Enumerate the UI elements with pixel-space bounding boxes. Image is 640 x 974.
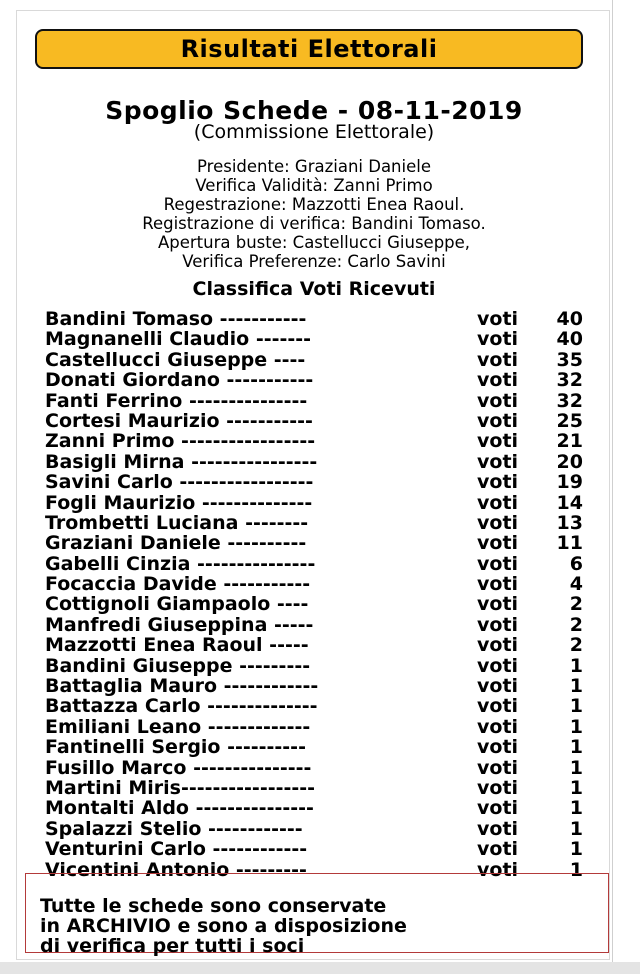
ranking-row [45, 594, 605, 614]
bottom-band [0, 962, 640, 974]
ranking-title: Classifica Voti Ricevuti [192, 278, 436, 300]
votes-label: voti [477, 348, 519, 371]
candidate-name: Fantinelli Sergio ---------- [45, 736, 306, 759]
candidate-name: Cortesi Maurizio ----------- [45, 409, 313, 432]
notice-line: in ARCHIVIO e sono a disposizione [40, 915, 407, 937]
ranking-row [45, 676, 605, 696]
candidate-name: Fusillo Marco --------------- [45, 756, 312, 779]
staff-line-validity: Verifica Validità: Zanni Primo [195, 176, 433, 195]
poster [16, 10, 610, 960]
notice-line: Tutte le schede sono conservate [40, 895, 387, 917]
candidate-name: Savini Carlo ----------------- [45, 471, 314, 494]
votes-count: 1 [569, 736, 583, 759]
ranking-row [45, 513, 605, 533]
candidate-name: Venturini Carlo ------------ [45, 838, 308, 861]
votes-label: voti [477, 838, 519, 861]
votes-label: voti [477, 634, 519, 657]
votes-count: 19 [556, 471, 583, 494]
ranking-row [45, 493, 605, 513]
votes-count: 2 [569, 593, 583, 616]
votes-count: 35 [556, 348, 583, 371]
notice-line: di verifica per tutti i soci [40, 935, 305, 957]
ranking-row [45, 635, 605, 655]
banner-title: Risultati Elettorali [180, 35, 438, 63]
page-title: Spoglio Schede - 08-11-2019 [105, 96, 523, 125]
votes-count: 1 [569, 797, 583, 820]
ranking-row [45, 554, 605, 574]
ranking-list [45, 309, 605, 880]
staff-line-opening: Apertura buste: Castellucci Giuseppe, [157, 233, 471, 252]
votes-label: voti [477, 328, 519, 351]
archive-notice [25, 873, 609, 957]
votes-label: voti [477, 695, 519, 718]
candidate-name: Bandini Giuseppe --------- [45, 654, 311, 677]
candidate-name: Battazza Carlo -------------- [45, 695, 318, 718]
votes-count: 1 [569, 858, 583, 881]
candidate-name: Martini Miris----------------- [45, 776, 316, 799]
ranking-row [45, 737, 605, 757]
votes-count: 1 [569, 838, 583, 861]
staff-line-verification: Registrazione di verifica: Bandini Tomaso. [142, 214, 486, 233]
votes-count: 6 [569, 552, 583, 575]
votes-count: 32 [556, 389, 583, 412]
ranking-row [45, 329, 605, 349]
votes-count: 1 [569, 756, 583, 779]
ranking-row [45, 431, 605, 451]
votes-label: voti [477, 756, 519, 779]
votes-count: 32 [556, 369, 583, 392]
votes-count: 1 [569, 817, 583, 840]
candidate-name: Donati Giordano ----------- [45, 369, 314, 392]
votes-label: voti [477, 450, 519, 473]
candidate-name: Magnanelli Claudio ------- [45, 328, 312, 351]
ranking-row [45, 533, 605, 553]
candidate-name: Emiliani Leano ------------- [45, 715, 311, 738]
staff-line-president: Presidente: Graziani Daniele [197, 157, 431, 176]
ranking-row [45, 758, 605, 778]
votes-label: voti [477, 471, 519, 494]
votes-label: voti [477, 654, 519, 677]
page-edge [612, 0, 613, 974]
candidate-name: Battaglia Mauro ------------ [45, 675, 319, 698]
candidate-name: Manfredi Giuseppina ----- [45, 613, 314, 636]
candidate-name: Mazzotti Enea Raoul ----- [45, 634, 309, 657]
ranking-row [45, 656, 605, 676]
candidate-name: Spalazzi Stelio ------------ [45, 817, 303, 840]
votes-label: voti [477, 409, 519, 432]
votes-label: voti [477, 817, 519, 840]
candidate-name: Fanti Ferrino --------------- [45, 389, 308, 412]
candidate-name: Gabelli Cinzia --------------- [45, 552, 316, 575]
candidate-name: Montalti Aldo --------------- [45, 797, 314, 820]
votes-label: voti [477, 675, 519, 698]
ranking-row [45, 798, 605, 818]
votes-label: voti [477, 430, 519, 453]
staff-line-registration: Regestrazione: Mazzotti Enea Raoul. [163, 195, 465, 214]
ranking-row [45, 309, 605, 329]
votes-label: voti [477, 511, 519, 534]
votes-count: 40 [556, 308, 583, 330]
votes-count: 1 [569, 654, 583, 677]
votes-label: voti [477, 369, 519, 392]
votes-label: voti [477, 858, 519, 881]
votes-count: 2 [569, 634, 583, 657]
votes-count: 14 [556, 491, 583, 514]
votes-label: voti [477, 308, 519, 330]
votes-count: 1 [569, 715, 583, 738]
header-banner [35, 29, 583, 69]
votes-count: 13 [556, 511, 583, 534]
votes-label: voti [477, 389, 519, 412]
ranking-row [45, 391, 605, 411]
ranking-row [45, 350, 605, 370]
staff-list [17, 157, 611, 271]
votes-label: voti [477, 573, 519, 596]
votes-count: 40 [556, 328, 583, 351]
candidate-name: Cottignoli Giampaolo ---- [45, 593, 309, 616]
candidate-name: Graziani Daniele ---------- [45, 532, 307, 555]
staff-line-preferences: Verifica Preferenze: Carlo Savini [182, 252, 446, 271]
candidate-name: Castellucci Giuseppe ---- [45, 348, 306, 371]
ranking-row [45, 411, 605, 431]
votes-label: voti [477, 613, 519, 636]
ranking-row [45, 452, 605, 472]
votes-label: voti [477, 776, 519, 799]
votes-count: 4 [569, 573, 583, 596]
candidate-name: Basigli Mirna ---------------- [45, 450, 318, 473]
votes-count: 21 [556, 430, 583, 453]
votes-count: 11 [556, 532, 583, 555]
votes-label: voti [477, 715, 519, 738]
candidate-name: Zanni Primo ----------------- [45, 430, 316, 453]
votes-label: voti [477, 593, 519, 616]
votes-label: voti [477, 532, 519, 555]
ranking-row [45, 574, 605, 594]
votes-count: 2 [569, 613, 583, 636]
votes-count: 25 [556, 409, 583, 432]
candidate-name: Vicentini Antonio --------- [45, 858, 307, 881]
votes-count: 1 [569, 776, 583, 799]
ranking-row [45, 472, 605, 492]
ranking-row [45, 839, 605, 859]
votes-label: voti [477, 736, 519, 759]
ranking-row [45, 615, 605, 635]
ranking-row [45, 717, 605, 737]
ranking-row [45, 819, 605, 839]
votes-count: 1 [569, 695, 583, 718]
votes-count: 1 [569, 675, 583, 698]
ranking-row [45, 778, 605, 798]
candidate-name: Focaccia Davide ----------- [45, 573, 311, 596]
votes-count: 20 [556, 450, 583, 473]
ranking-row [45, 696, 605, 716]
votes-label: voti [477, 491, 519, 514]
ranking-row [45, 370, 605, 390]
candidate-name: Fogli Maurizio -------------- [45, 491, 313, 514]
page-subtitle: (Commissione Elettorale) [193, 121, 435, 143]
votes-label: voti [477, 797, 519, 820]
candidate-name: Trombetti Luciana -------- [45, 511, 309, 534]
votes-label: voti [477, 552, 519, 575]
candidate-name: Bandini Tomaso ----------- [45, 308, 307, 330]
